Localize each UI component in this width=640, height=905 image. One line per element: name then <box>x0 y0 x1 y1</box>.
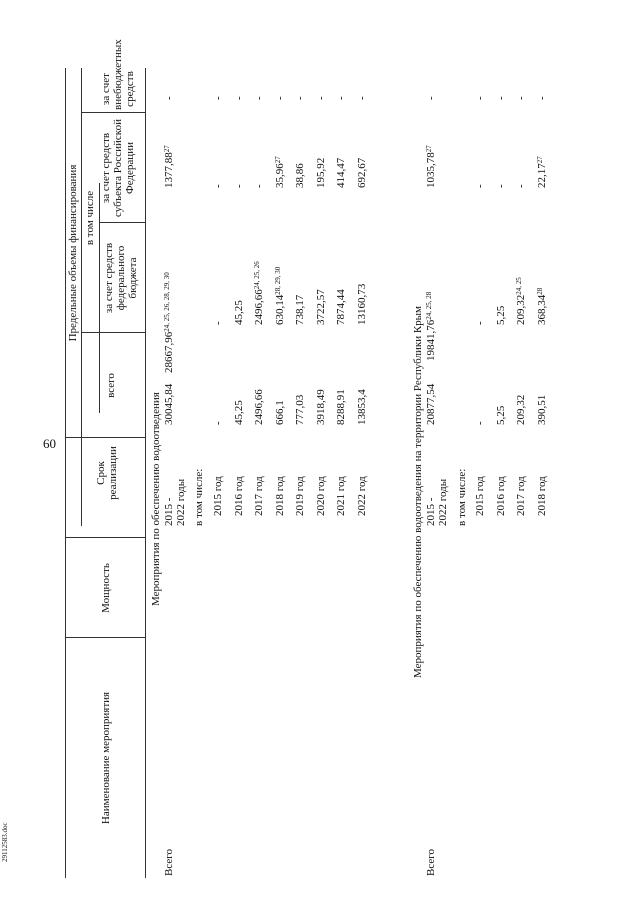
row-region-value: - <box>515 184 527 188</box>
row-offbudget-value: - <box>474 96 486 100</box>
row-year-value: 2016 год <box>494 476 507 516</box>
row-region-value: 195,92 <box>314 157 327 188</box>
row-total-value: 45,25 <box>232 400 245 425</box>
header-total: всего <box>105 373 117 398</box>
row-region-value: - <box>253 184 265 188</box>
row-year <box>335 476 347 516</box>
row-federal-value: 13160,73 <box>355 283 368 325</box>
row-total-value: 8288,91 <box>335 389 347 425</box>
row-offbudget <box>315 96 327 100</box>
row-year <box>294 476 306 516</box>
row-federal <box>495 306 507 325</box>
total-label: Всего <box>425 849 437 876</box>
row-year-value: 2017 год <box>253 476 265 516</box>
section-title: Мероприятия по обеспечению водоотведения <box>150 392 162 606</box>
row-offbudget <box>253 96 265 100</box>
row-federal-note: 24, 25 <box>515 277 523 295</box>
summary-federal <box>425 292 437 361</box>
row-federal-value: 209,32 <box>515 294 527 325</box>
row-total-value: 13853,4 <box>355 389 368 425</box>
row-offbudget-value: - <box>535 96 548 100</box>
row-total-value: - <box>474 421 486 425</box>
row-total-value: 5,25 <box>494 405 507 425</box>
summary-region-note: 27 <box>163 145 171 153</box>
row-federal-note: 28 <box>535 287 544 295</box>
row-federal-value: 738,17 <box>294 294 306 325</box>
row-total <box>495 406 507 425</box>
row-total-value: 209,32 <box>515 394 527 425</box>
row-year <box>253 476 265 516</box>
rotated-table <box>60 39 590 878</box>
row-region <box>253 184 265 188</box>
row-year <box>515 476 527 516</box>
row-total <box>356 389 368 425</box>
row-year-value: 2022 год <box>355 476 368 516</box>
row-year <box>356 476 368 516</box>
table-top-rule <box>65 68 66 878</box>
row-year-value: 2019 год <box>294 476 306 516</box>
row-total-value: 777,03 <box>294 394 306 425</box>
row-region-value: 414,47 <box>335 157 347 188</box>
summary-period: 2015 - 2022 годы <box>163 478 187 526</box>
row-offbudget <box>274 96 286 100</box>
row-federal <box>356 284 368 325</box>
row-federal-value: 45,25 <box>232 300 245 325</box>
row-offbudget-value: - <box>253 96 265 100</box>
row-federal-value: 7874,44 <box>335 289 347 325</box>
summary-region <box>163 145 175 188</box>
row-federal <box>536 288 548 325</box>
row-total <box>212 421 224 425</box>
row-total <box>335 389 347 425</box>
row-offbudget-value: - <box>232 96 245 100</box>
row-offbudget <box>495 96 507 100</box>
summary-region-note: 27 <box>425 145 433 153</box>
row-region <box>274 156 286 188</box>
row-total-value: 2496,66 <box>253 389 265 425</box>
row-total-value: 390,51 <box>535 394 548 425</box>
row-total <box>233 400 245 425</box>
row-year-value: 2016 год <box>232 476 245 516</box>
col-divider-5 <box>99 222 145 223</box>
summary-federal-value: 28667,96 <box>163 331 175 373</box>
summary-region <box>425 145 437 188</box>
row-offbudget <box>515 96 527 100</box>
row-region-value: - <box>232 184 245 188</box>
row-region <box>315 158 327 188</box>
row-region-value: 692,67 <box>355 157 368 188</box>
row-total <box>294 395 306 425</box>
header-including: в том числе <box>84 190 96 246</box>
row-region <box>474 184 486 188</box>
row-region <box>212 184 224 188</box>
row-year-value: 2015 год <box>474 476 486 516</box>
row-federal-value: - <box>212 321 224 325</box>
row-offbudget-value: - <box>494 96 507 100</box>
row-federal <box>515 277 527 325</box>
row-federal-note: 24, 25, 26 <box>253 261 261 290</box>
row-offbudget-value: - <box>212 96 224 100</box>
header-region: за счет средств субъекта Российской Федерации <box>100 119 136 217</box>
row-federal <box>294 295 306 325</box>
row-total <box>315 389 327 425</box>
row-year <box>474 476 486 516</box>
row-federal <box>315 289 327 325</box>
page-number: 60 <box>43 436 56 451</box>
row-region <box>233 184 245 188</box>
row-federal-value: 630,14 <box>273 294 286 325</box>
row-offbudget <box>212 96 224 100</box>
row-region <box>356 158 368 188</box>
summary-federal-note: 24, 25, 26, 28, 29, 30 <box>163 272 171 332</box>
summary-total: 20877,54 <box>425 383 437 425</box>
summary-period: 2015 - 2022 годы <box>425 478 449 526</box>
row-year <box>536 476 548 516</box>
row-total <box>253 389 265 425</box>
row-offbudget-value: - <box>314 96 327 100</box>
header-period: Срок реализации <box>95 446 119 500</box>
summary-total: 30045,84 <box>163 383 175 425</box>
row-region-value: 38,86 <box>294 163 306 188</box>
row-federal <box>474 321 486 325</box>
row-year-value: 2018 год <box>273 476 286 516</box>
row-federal <box>335 289 347 325</box>
row-region <box>335 158 347 188</box>
row-federal <box>253 261 265 325</box>
row-region <box>515 184 527 188</box>
row-federal <box>274 267 286 325</box>
sub-label: в том числе: <box>456 468 468 526</box>
row-region-note: 27 <box>535 156 544 164</box>
row-year <box>233 476 245 516</box>
summary-federal <box>163 272 175 373</box>
summary-offbudget: - <box>425 96 437 100</box>
row-year-value: 2017 год <box>515 476 527 516</box>
row-offbudget <box>474 96 486 100</box>
sub-label: в том числе: <box>193 468 205 526</box>
row-federal-value: 2496,66 <box>253 289 265 325</box>
row-total-value: 666,1 <box>273 400 286 425</box>
row-offbudget-value: - <box>335 96 347 100</box>
row-total-value: - <box>212 421 224 425</box>
document-code: 29112583.doc <box>1 822 9 862</box>
row-year <box>274 476 286 516</box>
row-offbudget-value: - <box>294 96 306 100</box>
row-federal <box>212 321 224 325</box>
row-total-value: 3918,49 <box>314 389 327 425</box>
header-offbudget: за счет внебюджетных средств <box>100 39 136 110</box>
row-year <box>212 476 224 516</box>
row-offbudget <box>536 96 548 100</box>
row-offbudget-value: - <box>515 96 527 100</box>
row-region-value: - <box>494 184 507 188</box>
row-offbudget <box>233 96 245 100</box>
header-capacity: Мощность <box>100 563 112 613</box>
row-federal-note: 28, 29, 30 <box>273 266 282 295</box>
row-year <box>495 476 507 516</box>
summary-federal-value: 19841,76 <box>425 319 437 361</box>
section-title: Мероприятия по обеспечению водоотведения на территории Республики Крым <box>412 305 424 678</box>
summary-region-value: 1377,88 <box>163 152 175 188</box>
header-federal: за счет средств федерального бюджета <box>103 242 139 314</box>
row-offbudget <box>356 96 368 100</box>
row-total <box>474 421 486 425</box>
row-region <box>495 184 507 188</box>
row-offbudget-value: - <box>273 96 286 100</box>
row-region-value: - <box>474 184 486 188</box>
summary-federal-note: 24, 25, 28 <box>425 291 433 320</box>
row-federal <box>233 300 245 325</box>
row-federal-value: - <box>474 321 486 325</box>
summary-offbudget: - <box>163 96 175 100</box>
row-year <box>315 476 327 516</box>
row-region-value: 35,96 <box>273 163 286 188</box>
row-total <box>274 400 286 425</box>
row-region <box>294 163 306 188</box>
row-year-value: 2015 год <box>212 476 224 516</box>
row-offbudget-value: - <box>355 96 368 100</box>
row-federal-value: 3722,57 <box>314 289 327 325</box>
row-region-value: - <box>212 184 224 188</box>
total-label: Всего <box>163 849 175 876</box>
row-region <box>536 156 548 188</box>
row-region-note: 27 <box>273 156 282 164</box>
row-offbudget <box>294 96 306 100</box>
header-bottom-rule <box>145 68 146 878</box>
row-year-value: 2018 год <box>535 476 548 516</box>
row-region-value: 22,17 <box>535 163 548 188</box>
row-year-value: 2020 год <box>314 476 327 516</box>
header-funding: Предельные объемы финансирования <box>67 164 79 342</box>
row-offbudget <box>335 96 347 100</box>
row-federal-value: 5,25 <box>494 305 507 325</box>
funding-title-rule <box>81 68 82 526</box>
row-federal-value: 368,34 <box>535 294 548 325</box>
summary-region-value: 1035,78 <box>425 152 437 188</box>
row-total <box>536 395 548 425</box>
row-year-value: 2021 год <box>335 476 347 516</box>
row-total <box>515 395 527 425</box>
header-name: Наименование мероприятия <box>100 691 112 825</box>
